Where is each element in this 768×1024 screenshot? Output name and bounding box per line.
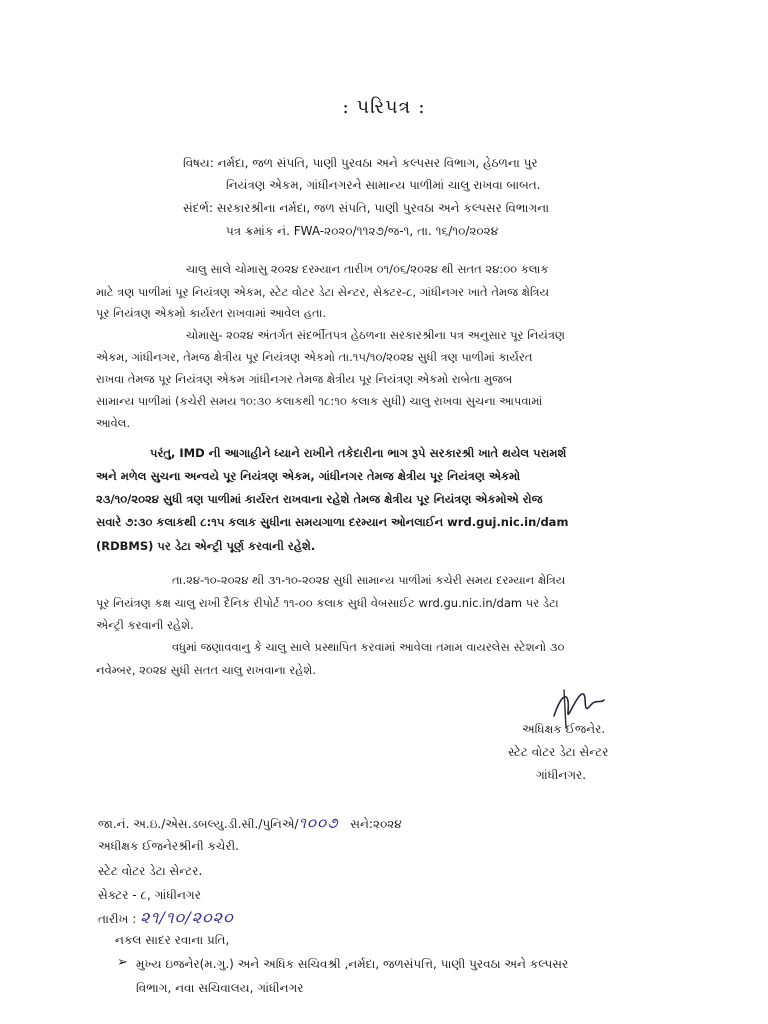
dispatch-year: સને:૨૦૨૪ <box>350 817 402 831</box>
para2-line: રાખવા તેમજ પૂર નિયંત્રણ એકમ ગાંધીનગર તેમજ ક્ષેત્રીય પૂર નિયંત્રણ એકમો રાબેતા મુજબ <box>96 372 513 386</box>
dispatch-date-label: તારીખ : <box>98 912 137 926</box>
reference-line-2: પત્ર ક્રમાંક નં. FWA-૨૦૨૦/૧૧૨૭/જ-૧, તા. ૧૬/૧૦/૨૦૨૪ <box>226 224 499 238</box>
dispatch-office-line: સેક્ટર - ૮, ગાંધીનગર <box>98 888 201 902</box>
page-title: : પરિપત્ર : <box>342 96 426 118</box>
para1-line: ચાલુ સાલે ચોમાસુ ૨૦૨૪ દરમ્યાન તારીખ ૦૧/૦૬/૨૦૨૪ થી સતત ૨૪:૦૦ કલાક <box>186 262 549 276</box>
dispatch-office-line: અધીક્ષક ઈજનેરશ્રીની કચેરી. <box>98 839 239 853</box>
para2-line: આવેલ. <box>96 416 131 430</box>
copy-recipient-line: વિભાગ, નવા સચિવાલય, ગાંધીનગર <box>136 981 304 995</box>
dispatch-number-handwritten: ૧૦૦૭ <box>298 814 339 832</box>
para4-line: તા.૨૪-૧૦-૨૦૨૪ થી ૩૧-૧૦-૨૦૨૪ સુધી સામાન્ય પાળીમાં કચેરી સમય દરમ્યાન ક્ષેત્રિય <box>172 573 566 587</box>
para4-line: પૂર નિયંત્રણ કક્ષ ચાલુ રાખી દૈનિક રીપોર્ટ ૧૧-૦૦ કલાક સુધી વેબસાઈટ wrd.gu.nic.in/dam પર ડેટા <box>96 596 559 610</box>
signatory-city: ગાંધીનગર. <box>536 768 587 782</box>
reference-line-1: સંદર્ભ: સરકારશ્રીના નર્મદા, જળ સંપતિ, પાણી પુરવઠા અને કલ્પસર વિભાગના <box>183 201 550 215</box>
para2-line: સામાન્ય પાળીમાં (કચેરી સમય ૧૦:૩૦ કલાકથી ૧૮:૧૦ કલાક સુધી) ચાલુ રાખવા સુચના આપવામાં <box>96 394 543 408</box>
dispatch-number <box>98 814 402 832</box>
signatory-office: સ્ટેટ વોટર ડેટા સેન્ટર <box>508 745 609 759</box>
copy-recipient-line: મુખ્ય ઇજનેર(મ.ગુ.) અને અધિક સચિવશ્રી ,નર્મદા, જળસંપત્તિ, પાણી પુરવઠા અને કલ્પસર <box>136 957 569 971</box>
dispatch-date <box>98 908 234 928</box>
para3-line: પરંતુ, IMD ની આગાહીને ધ્યાને રાખીને તકેદારીના ભાગ રૂપે સરકારશ્રી ખાતે થયેલ પરામર્શ <box>150 446 567 460</box>
para3-line: સવારે ૭:૩૦ કલાકથી ૮:૧૫ કલાક સુધીના સમયગાળા દરમ્યાન ઓનલાઈન wrd.guj.nic.in/dam <box>96 515 569 529</box>
para3-line: ૨૩/૧૦/૨૦૨૪ સુધી ત્રણ પાળીમાં કાર્યરત રાખવાના રહેશે તેમજ ક્ષેત્રીય પૂર નિયંત્રણ એકમોએ રોજ <box>96 492 543 506</box>
para5-line: નવેમ્બર, ૨૦૨૪ સુધી સતત ચાલુ રાખવાના રહેશે. <box>96 663 317 677</box>
para3-line: (RDBMS) પર ડેટા એન્ટ્રી પૂર્ણ કરવાની રહેશે. <box>96 539 316 553</box>
dispatch-number-prefix: જા.નં. અ.ઇ./એસ.ડબલ્યુ.ડી.સી./પુનિએ/ <box>98 817 299 831</box>
para1-line: માટે ત્રણ પાળીમાં પૂર નિયંત્રણ એકમ, સ્ટેટ વોટર ડેટા સેન્ટર, સેક્ટર-૮, ગાંધીનગર ખાતે તેમજ ક્ષેત્રિય <box>96 285 550 299</box>
subject-line-2: નિયંત્રણ એકમ, ગાંધીનગરને સામાન્ય પાળીમાં ચાલુ રાખવા બાબત. <box>226 178 541 192</box>
para2-line: એકમ, ગાંધીનગર, તેમજ ક્ષેત્રીય પૂર નિયંત્રણ એકમો તા.૧૫/૧૦/૨૦૨૪ સુધી ત્રણ પાળીમાં કાર્યરત <box>96 350 533 364</box>
dispatch-office-line: સ્ટેટ વોટર ડેટા સેન્ટર. <box>98 864 203 878</box>
signatory-designation: અધિક્ષક ઈજનેર. <box>522 722 606 736</box>
dispatch-date-handwritten: ૨૧/૧૦/૨૦૨૦ <box>140 908 234 927</box>
para4-line: એન્ટ્રી કરવાની રહેશે. <box>96 618 194 632</box>
para2-line: ચોમાસુ- ૨૦૨૪ અંતર્ગત સંદર્ભીતપત્ર હેઠળના સરકારશ્રીના પત્ર અનુસાર પૂર નિયંત્રણ <box>186 328 565 342</box>
para5-line: વધુમાં જણાવવાનુ કે ચાલુ સાલે પ્રસ્થાપિત કરવામાં આવેલા તમામ વાયરલેસ સ્ટેશનો ૩૦ <box>172 640 565 654</box>
copy-heading: નકલ સાદર રવાના પ્રતિ, <box>115 933 230 947</box>
para1-line: પૂર નિયંત્રણ એકમો કાર્યરત રાખવામાં આવેલ હતા. <box>96 306 327 320</box>
bullet-arrow-icon: ➢ <box>117 955 128 970</box>
para3-line: અને મળેલ સુચના અન્વયે પૂર નિયંત્રણ એકમ, ગાંધીનગર તેમજ ક્ષેત્રીય પૂર નિયંત્રણ એકમો <box>96 469 521 483</box>
subject-line-1: વિષય: નર્મદા, જળ સંપતિ, પાણી પુરવઠા અને કલ્પસર વિભાગ, હેઠળના પુર <box>183 156 538 170</box>
